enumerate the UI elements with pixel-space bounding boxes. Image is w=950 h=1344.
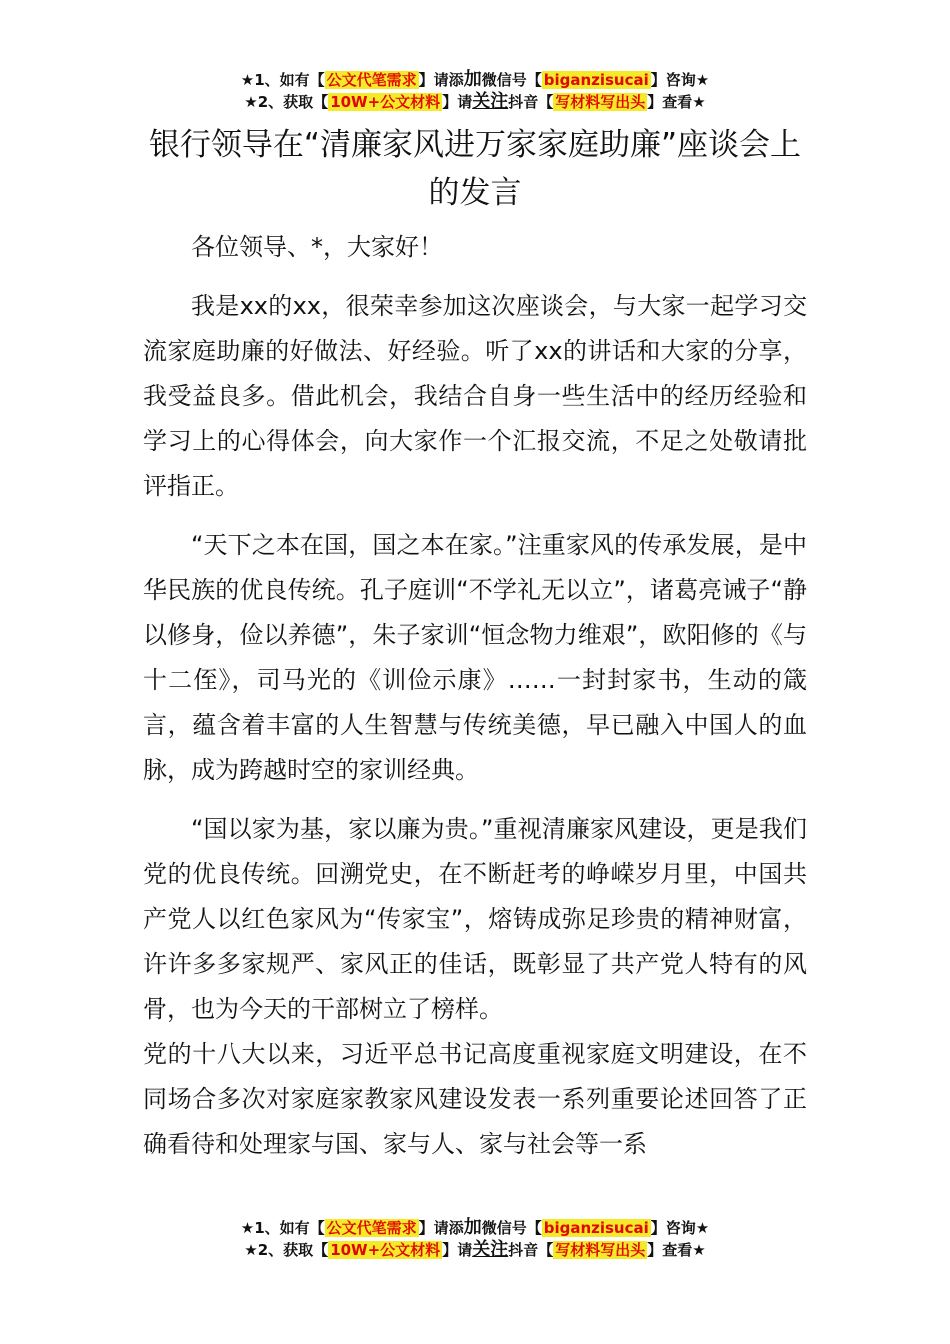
- greeting: 各位领导、*，大家好！: [191, 233, 443, 261]
- promo-highlight: 写材料写出头: [555, 1241, 646, 1259]
- promo-text: 抖音【: [508, 93, 554, 111]
- paragraph: “天下之本在国，国之本在家。”注重家风的传承发展，是中华民族的优良传统。孔子庭训“不学礼无以立”，诸葛亮诫子“静以修身，俭以养德”，朱子家训“恒念物力维艰”，欧阳修的《与十二侄》，司马光的《训俭示康》……一封封家书，生动的箴言，蕴含着丰富的人生智慧与传统美德，早已融入中国人的血脉，成为跨越时空的家训经典。: [143, 531, 807, 784]
- promo-text: 】请添: [418, 1219, 464, 1237]
- paragraph: “国以家为基，家以廉为贵。”重视清廉家风建设，更是我们党的优良传统。回溯党史，在不断赶考的峥嵘岁月里，中国共产党人以红色家风为“传家宝”，熔铸成弥足珍贵的精神财富，许许多多家规严、家风正的佳话，既彰显了共产党人特有的风骨，也为今天的干部树立了榜样。: [143, 815, 807, 1023]
- promo-emphasis: 关注: [472, 91, 509, 112]
- promo-text: 微信号【: [481, 1219, 542, 1237]
- promo-text: 】咨询★: [650, 71, 710, 89]
- promo-text: 微信号【: [481, 71, 542, 89]
- promo-highlight: 10W+公文材料: [330, 1241, 441, 1259]
- promo-line-1: [0, 1217, 950, 1239]
- promo-text: 抖音【: [508, 1241, 554, 1259]
- paragraph: 党的十八大以来，习近平总书记高度重视家庭文明建设，在不同场合多次对家庭家教家风建设发表一系列重要论述回答了正确看待和处理家与国、家与人、家与社会等一系: [143, 1040, 807, 1158]
- promo-line-1: [0, 69, 950, 91]
- paragraph: 我是xx的xx，很荣幸参加这次座谈会，与大家一起学习交流家庭助廉的好做法、好经验。听了xx的讲话和大家的分享，我受益良多。借此机会，我结合自身一些生活中的经历经验和学习上的心得体会，向大家作一个汇报交流，不足之处敬请批评指正。: [143, 292, 807, 500]
- promo-line-2: [0, 91, 950, 113]
- promo-highlight: 写材料写出头: [555, 93, 646, 111]
- promo-highlight: biganzisucai: [543, 1219, 649, 1237]
- promo-text: 】请: [442, 1241, 473, 1259]
- promo-text: 】咨询★: [650, 1219, 710, 1237]
- promo-text: 】查看★: [647, 1241, 706, 1259]
- promo-text: ★1、如有【: [240, 71, 325, 89]
- promo-line-2: [0, 1239, 950, 1261]
- promo-highlight: 公文代笔需求: [326, 1219, 417, 1237]
- document-body: [143, 225, 807, 1181]
- promo-emphasis: 加: [463, 1217, 482, 1238]
- promo-highlight: 10W+公文材料: [330, 93, 441, 111]
- promo-text: ★1、如有【: [240, 1219, 325, 1237]
- promo-text: 】请: [442, 93, 473, 111]
- promo-text: 】请添: [418, 71, 464, 89]
- document-title: 银行领导在“清廉家风进万家家庭助廉”座谈会上的发言: [148, 127, 802, 211]
- promo-highlight: biganzisucai: [543, 71, 649, 89]
- promo-text: ★2、获取【: [244, 1241, 329, 1259]
- promo-highlight: 公文代笔需求: [326, 71, 417, 89]
- promo-emphasis: 加: [463, 69, 482, 90]
- promo-banner-bottom: [0, 1217, 950, 1261]
- promo-text: 】查看★: [647, 93, 706, 111]
- promo-text: ★2、获取【: [244, 93, 329, 111]
- promo-banner-top: [0, 69, 950, 113]
- promo-emphasis: 关注: [472, 1239, 509, 1260]
